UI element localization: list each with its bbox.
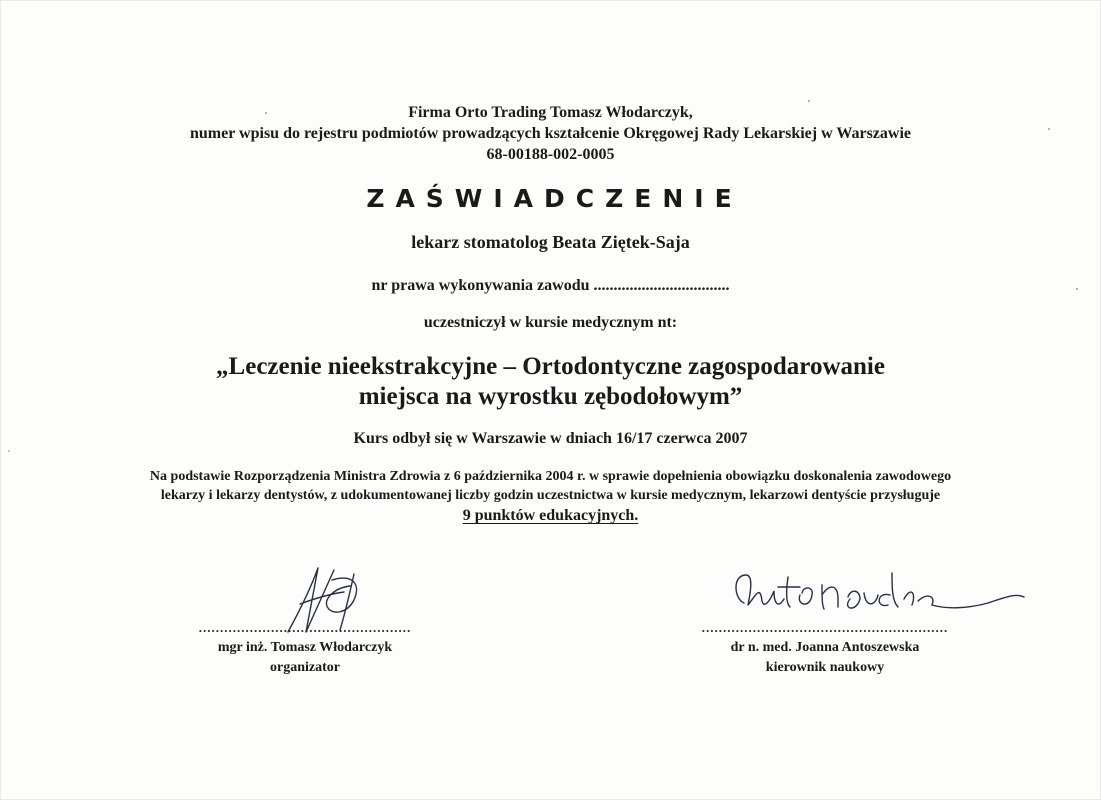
- issuer-name: Firma Orto Trading Tomasz Włodarczyk,: [408, 104, 693, 121]
- participation-statement: uczestniczył w kursie medycznym nt:: [423, 314, 678, 331]
- dust-speck: [808, 100, 810, 102]
- recipient-name: lekarz stomatolog Beata Ziętek-Saja: [411, 232, 690, 252]
- course-title-line2: miejsca na wyrostku zębodołowym”: [358, 383, 743, 410]
- education-points: [0, 507, 1101, 525]
- signer-role: organizator: [270, 660, 340, 675]
- signature-line: ..................................................: [198, 620, 412, 635]
- course-dates: Kurs odbył się w Warszawie w dniach 16/17 czerwca 2007: [353, 430, 748, 447]
- course-title-line1: „Leczenie nieekstrakcyjne – Ortodontyczne zagospodarowanie: [216, 353, 885, 380]
- signer-role: kierownik naukowy: [765, 660, 885, 675]
- legal-basis-line2: lekarzy i lekarzy dentystów, z udokumentowanej liczby godzin uczestnictwa w kursie medycznym, lekarzowi dentyście przysługuje: [160, 488, 941, 503]
- education-points-value: 9 punktów edukacyjnych.: [462, 507, 639, 524]
- issuer-registry: numer wpisu do rejestru podmiotów prowadzących kształcenie Okręgowej Rady Lekarskiej w Warszawie: [190, 125, 911, 142]
- signature-block-organizer: [180, 620, 430, 676]
- signature-scientific-lead: [726, 565, 1026, 625]
- dust-speck: [8, 450, 10, 452]
- signer-name: dr n. med. Joanna Antoszewska: [730, 640, 920, 655]
- signature-line: ..........................................................: [701, 620, 949, 635]
- certificate-title: ZAŚWIADCZENIE: [366, 184, 743, 213]
- issuer-registry-number: 68-00188-002-0005: [486, 146, 615, 163]
- license-number: nr prawa wykonywania zawodu ..................................: [371, 277, 730, 294]
- signer-name: mgr inż. Tomasz Włodarczyk: [217, 640, 393, 655]
- signature-block-scientific-lead: [690, 620, 960, 676]
- legal-basis-line1: Na podstawie Rozporządzenia Ministra Zdrowia z 6 października 2004 r. w sprawie dopełnienia obowiązku doskonalenia zawodowego: [149, 469, 952, 484]
